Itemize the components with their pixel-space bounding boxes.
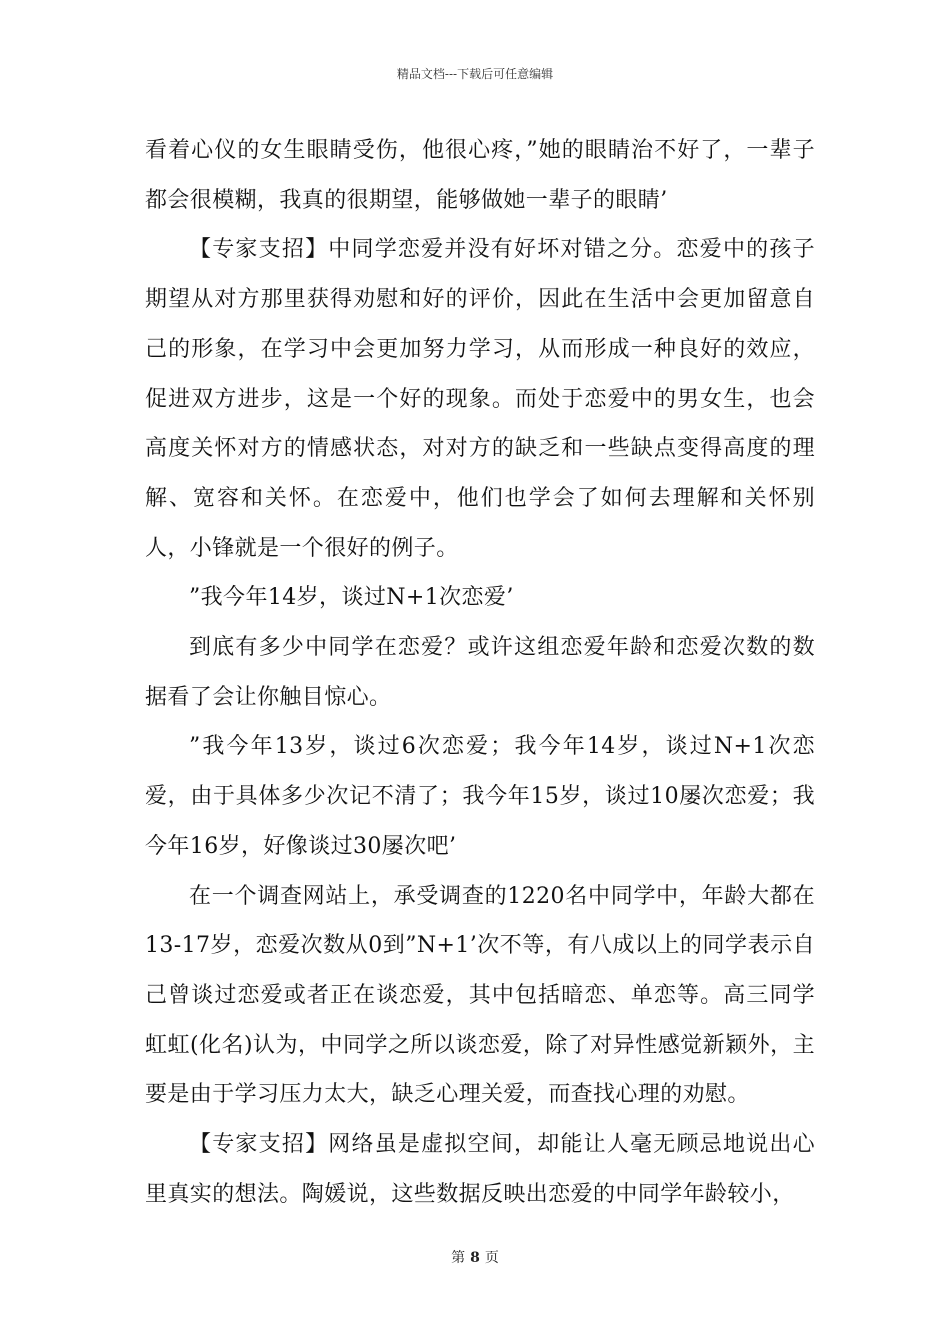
paragraph-6: 在一个调查网站上，承受调查的1220名中同学中，年龄大都在13-17岁，恋爱次数从0到”N+1’次不等，有八成以上的同学表示自己曾谈过恋爱或者正在谈恋爱，其中包括暗恋、单恋等。高三同学虹虹(化名)认为，中同学之所以谈恋爱，除了对异性感觉新颖外，主要是由于学习压力太大，缺乏心理关爱，而查找心理的劝慰。 <box>145 883 815 1108</box>
document-body <box>145 126 815 1219</box>
page-footer <box>0 1249 950 1267</box>
paragraph-5: ”我今年13岁，谈过6次恋爱；我今年14岁，谈过N+1次恋爱，由于具体多少次记不清了；我今年15岁，谈过10屡次恋爱；我今年16岁，好像谈过30屡次吧’ <box>145 734 815 859</box>
paragraph-2: 【专家支招】中同学恋爱并没有好坏对错之分。恋爱中的孩子期望从对方那里获得劝慰和好的评价，因此在生活中会更加留意自己的形象，在学习中会更加努力学习，从而形成一种良好的效应，促进双方进步，这是一个好的现象。而处于恋爱中的男女生，也会高度关怀对方的情感状态，对对方的缺乏和一些缺点变得高度的理解、宽容和关怀。在恋爱中，他们也学会了如何去理解和关怀别人，小锋就是一个很好的例子。 <box>145 237 815 561</box>
paragraph-1: 看着心仪的女生眼睛受伤，他很心疼，”她的眼睛治不好了，一辈子都会很模糊，我真的很期望，能够做她一辈子的眼睛’ <box>145 138 815 213</box>
page-number: 8 <box>470 1250 480 1266</box>
paragraph-7: 【专家支招】网络虽是虚拟空间，却能让人毫无顾忌地说出心里真实的想法。陶媛说，这些数据反映出恋爱的中同学年龄较小， <box>145 1132 815 1207</box>
paragraph-3: ”我今年14岁，谈过N+1次恋爱’ <box>189 585 514 611</box>
paragraph-4: 到底有多少中同学在恋爱？或许这组恋爱年龄和恋爱次数的数据看了会让你触目惊心。 <box>145 635 815 710</box>
page-number-suffix: 页 <box>484 1250 499 1266</box>
page-header: 精品文档---下载后可任意编辑 <box>396 67 554 81</box>
page-number-prefix: 第 <box>451 1250 466 1266</box>
